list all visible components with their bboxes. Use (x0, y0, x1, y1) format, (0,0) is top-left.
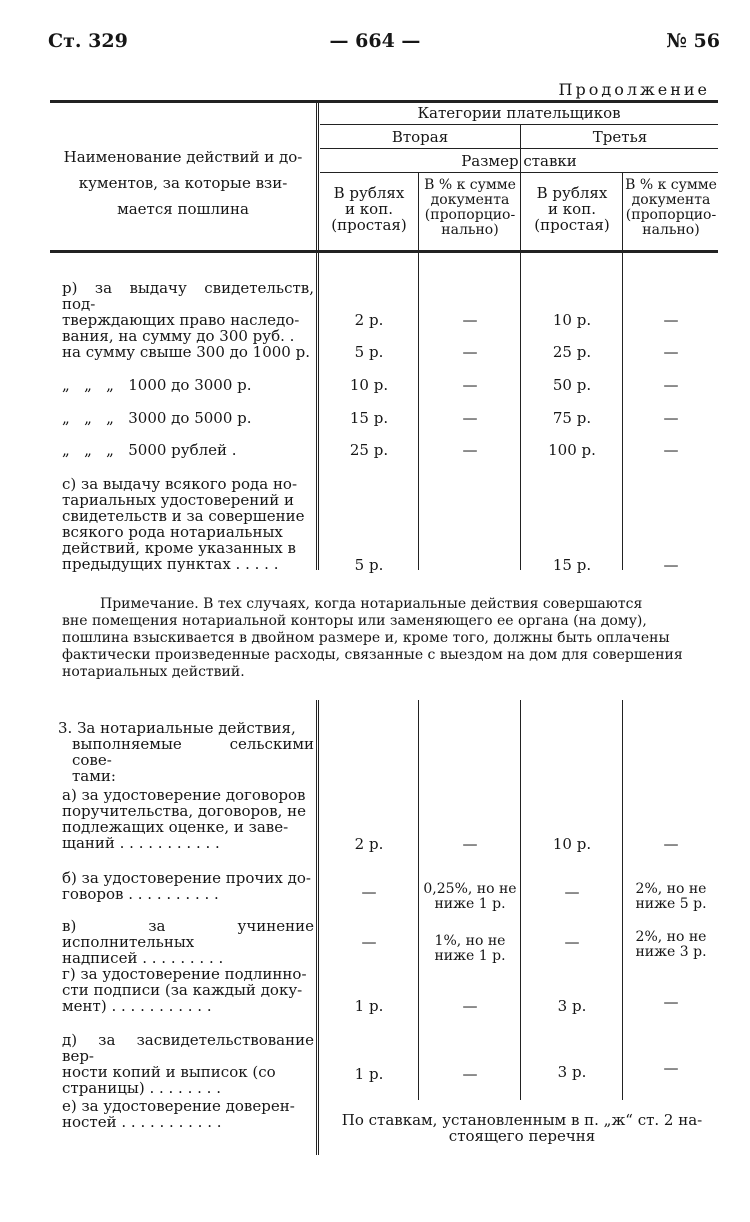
table-cell: — (462, 441, 478, 459)
page-number: — 664 — (329, 30, 421, 52)
table-cell: — (663, 835, 679, 853)
continuation-label: Продолжение (558, 80, 710, 99)
table-cell: 2 р. (354, 311, 384, 329)
rule-under-rate (320, 172, 718, 173)
table-cell: 50 р. (552, 376, 592, 394)
table-row-label: „ „ „ 3000 до 5000 р. (62, 409, 252, 427)
table-cell: 3 р. (557, 997, 587, 1015)
table-row-label: д) за засвидетельствование вер- ности копий и выписок (со страницы) . . . . . . . . (62, 1031, 314, 1097)
col-rule-1 (316, 100, 319, 570)
header-rub-second: В рублях и коп. (простая) (331, 184, 407, 234)
table-row-label: в) за учинение исполнительных надписей . . . . . . . . . (62, 917, 314, 967)
table-cell: 25 р. (552, 343, 592, 361)
table-cell: — (663, 343, 679, 361)
table-cell: 100 р. (548, 441, 596, 459)
table-row-label: е) за удостоверение доверен- ностей . . . . . . . . . . . (62, 1097, 295, 1131)
table-cell: — (462, 835, 478, 853)
col-rule-3b (520, 700, 521, 1100)
col-rule-4 (622, 172, 623, 570)
table-row-label: „ „ „ 5000 рублей . (62, 441, 237, 459)
table-cell: 10 р. (552, 835, 592, 853)
table-cell: 5 р. (354, 556, 384, 574)
table-cell: 15 р. (552, 556, 592, 574)
table-cell: — (663, 1059, 679, 1077)
table-row-label: с) за выдачу всякого рода но- тариальных удостоверений и свидетельств и за совершение всякого рода нотариальных действий, кроме указанных в предыдущих пунктах . . . . . (62, 475, 305, 573)
table-cell: 5 р. (354, 343, 384, 361)
header-pct-second: В % к сумме документа (пропорцио- нально) (424, 177, 516, 238)
table-cell: — (663, 376, 679, 394)
table-cell: — (462, 409, 478, 427)
header-bottom-rule (50, 250, 718, 253)
header-rate: Размер ставки (461, 152, 577, 170)
col-rule-4b (622, 700, 623, 1100)
table-row-label: а) за удостоверение договоров поручительства, договоров, не подлежащих оценке, и заве- щаний . . . . . . . . . . . (62, 786, 306, 852)
table-cell: 25 р. (349, 441, 389, 459)
table-cell: 3 р. (557, 1063, 587, 1081)
section-3-heading: 3. За нотариальные действия, выполняемые сельскими сове- тами: (58, 719, 314, 785)
table-cell: 10 р. (552, 311, 592, 329)
table-cell: 1%, но не ниже 1 р. (434, 933, 506, 964)
table-cell: — (663, 993, 679, 1011)
table-top-rule (50, 100, 718, 103)
table-cell: 1 р. (354, 997, 384, 1015)
header-rub-third: В рублях и коп. (простая) (534, 184, 610, 234)
table-cell: — (663, 441, 679, 459)
table-spanning-cell: По ставкам, установленным в п. „ж“ ст. 2 на- стоящего перечня (341, 1111, 703, 1145)
col-rule-2b (418, 700, 419, 1100)
table-cell: — (462, 997, 478, 1015)
table-row-label: на сумму свыше 300 до 1000 р. (62, 343, 310, 361)
table-cell: — (462, 343, 478, 361)
table-cell: — (361, 883, 377, 901)
table-cell: 15 р. (349, 409, 389, 427)
table-row-label: г) за удостоверение подлинно- сти подписи (за каждый доку- мент) . . . . . . . . . . . (62, 965, 307, 1015)
article-number: Ст. 329 (48, 30, 128, 52)
col-rule-2 (418, 172, 419, 570)
table-cell: 75 р. (552, 409, 592, 427)
issue-number: № 56 (666, 30, 720, 52)
table-cell: 10 р. (349, 376, 389, 394)
col-rule-1b (316, 700, 319, 1155)
header-third: Третья (592, 128, 648, 146)
table-cell: 1 р. (354, 1065, 384, 1083)
header-second: Вторая (391, 128, 449, 146)
table-cell: 2%, но не ниже 5 р. (635, 881, 707, 912)
table-cell: — (564, 883, 580, 901)
header-col-description: Наименование действий и до- кументов, за которые взи- мается пошлина (63, 148, 303, 218)
table-cell: — (462, 311, 478, 329)
table-cell: — (361, 933, 377, 951)
table-row-label: р) за выдачу свидетельств, под- тверждающих право наследо- вания, на сумму до 300 руб. . (62, 279, 314, 345)
header-categories: Категории плательщиков (417, 104, 621, 122)
rule-under-second-third (320, 148, 718, 149)
rule-under-categories (320, 124, 718, 125)
col-rule-3 (520, 124, 521, 570)
table-row-label: „ „ „ 1000 до 3000 р. (62, 376, 252, 394)
table-cell: — (462, 1065, 478, 1083)
table-cell: — (663, 409, 679, 427)
table-cell: 2 р. (354, 835, 384, 853)
header-pct-third: В % к сумме документа (пропорцио- нально) (625, 177, 717, 238)
table-cell: — (663, 556, 679, 574)
table-cell: — (462, 376, 478, 394)
table-cell: — (663, 311, 679, 329)
table-cell: 0,25%, но не ниже 1 р. (423, 881, 517, 912)
table-cell: — (564, 933, 580, 951)
table-cell: 2%, но не ниже 3 р. (635, 929, 707, 960)
note-paragraph: Примечание. В тех случаях, когда нотариальные действия совершаются вне помещения нотариальной конторы или заменяющего ее органа (на дому), пошлина взыскивается в двойном размере и, кроме того, должны быть оплачены фактически произведенные расходы, связанные с выездом на дом для совершения нотариальных действий. (62, 596, 683, 680)
table-row-label: б) за удостоверение прочих до- говоров . . . . . . . . . . (62, 869, 311, 903)
